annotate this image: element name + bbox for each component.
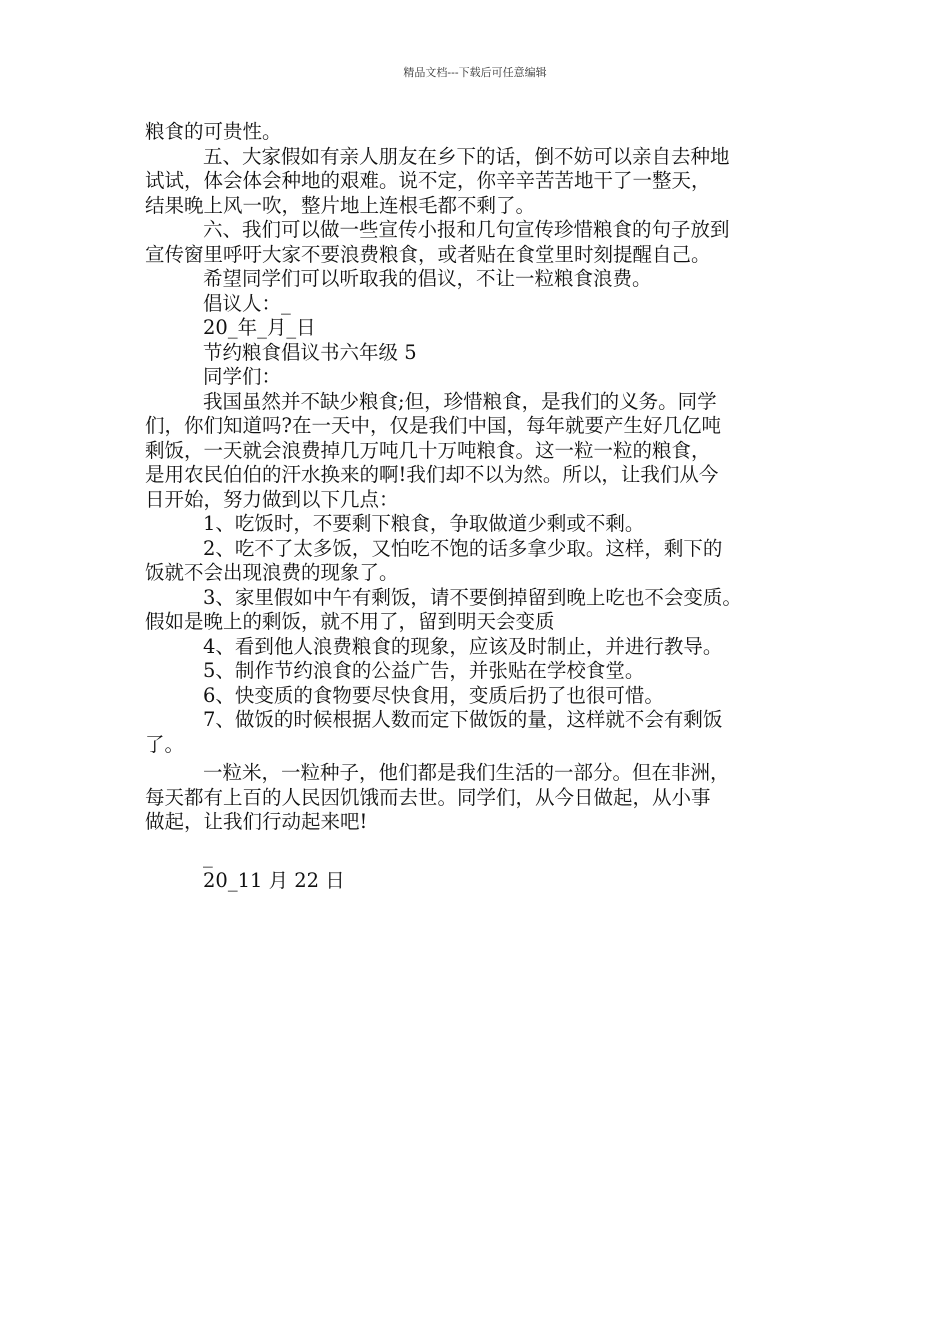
page-header: 精品文档---下载后可任意编辑 bbox=[403, 66, 547, 79]
text-line: 粮食的可贵性。 bbox=[145, 120, 282, 143]
paragraph-five-line: 结果晚上风一吹，整片地上连根毛都不剩了。 bbox=[145, 193, 536, 217]
final-date-line: 20_11 月 22 日 bbox=[203, 869, 345, 892]
list-item-6: 6、快变质的食物要尽快食用，变质后扔了也很可惜。 bbox=[203, 683, 664, 707]
document-body bbox=[145, 120, 815, 894]
intro-paragraph-line: 日开始，努力做到以下几点： bbox=[145, 487, 399, 511]
conclusion-line: 一粒米，一粒种子，他们都是我们生活的一部分。但在非洲， bbox=[203, 761, 730, 784]
list-item-7-cont: 了。 bbox=[145, 732, 185, 756]
list-item-2-cont: 饭就不会出现浪费的现象了。 bbox=[145, 561, 399, 584]
initiator-line: 倡议人：_ bbox=[203, 291, 291, 315]
intro-paragraph-line: 们，你们知道吗?在一天中，仅是我们中国，每年就要产生好几亿吨 bbox=[145, 414, 721, 437]
salutation-line: 同学们： bbox=[203, 365, 282, 388]
paragraph-six-line: 六、我们可以做一些宣传小报和几句宣传珍惜粮食的句子放到 bbox=[203, 218, 730, 241]
intro-paragraph-line: 是用农民伯伯的汗水换来的啊!我们却不以为然。所以，让我们从今 bbox=[145, 463, 719, 486]
list-item-2: 2、吃不了太多饭，又怕吃不饱的话多拿少取。这样，剩下的 bbox=[203, 536, 723, 560]
intro-paragraph-line: 我国虽然并不缺少粮食;但，珍惜粮食，是我们的义务。同学 bbox=[203, 389, 717, 413]
intro-paragraph-line: 剩饭，一天就会浪费掉几万吨几十万吨粮食。这一粒一粒的粮食， bbox=[145, 438, 711, 462]
conclusion-line: 做起，让我们行动起来吧! bbox=[145, 810, 368, 833]
list-item-4: 4、看到他人浪费粮食的现象，应该及时制止，并进行教导。 bbox=[203, 634, 723, 658]
list-item-3-cont: 假如是晚上的剩饭，就不用了，留到明天会变质 bbox=[145, 610, 555, 633]
conclusion-line: 每天都有上百的人民因饥饿而去世。同学们，从今日做起，从小事 bbox=[145, 785, 711, 809]
list-item-1: 1、吃饭时，不要剩下粮食，争取做道少剩或不剩。 bbox=[203, 512, 645, 535]
section-title: 节约粮食倡议书六年级 5 bbox=[203, 340, 417, 364]
list-item-3: 3、家里假如中午有剩饭，请不要倒掉留到晚上吃也不会变质。 bbox=[203, 585, 742, 609]
paragraph-six-line: 宣传窗里呼吁大家不要浪费粮食，或者贴在食堂里时刻提醒自己。 bbox=[145, 242, 711, 266]
paragraph-five-line: 五、大家假如有亲人朋友在乡下的话，倒不妨可以亲自去种地 bbox=[203, 144, 730, 168]
date-line: 20_年_月_日 bbox=[203, 316, 316, 339]
paragraph-five-line: 试试，体会体会种地的艰难。说不定，你辛辛苦苦地干了一整天， bbox=[145, 169, 711, 192]
list-item-7: 7、做饭的时候根据人数而定下做饭的量，这样就不会有剩饭 bbox=[203, 708, 723, 731]
list-item-5: 5、制作节约浪食的公益广告，并张贴在学校食堂。 bbox=[203, 659, 645, 682]
signature-blank: _ bbox=[203, 844, 213, 868]
closing-hope-line: 希望同学们可以听取我的倡议，不让一粒粮食浪费。 bbox=[203, 267, 652, 290]
